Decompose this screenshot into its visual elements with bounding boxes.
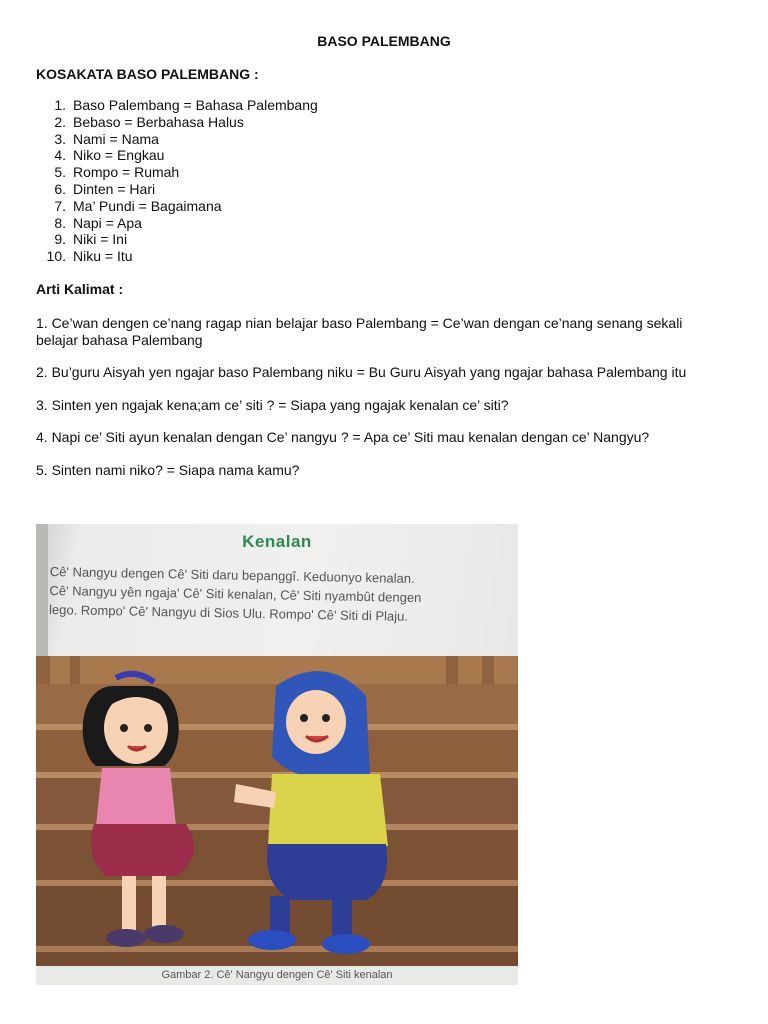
figure-caption: Gambar 2. Cê' Nangyu dengen Cê' Siti kenalan bbox=[36, 966, 518, 985]
list-item: 5. Rompo = Rumah bbox=[54, 164, 180, 181]
vocabulary-heading: KOSAKATA BASO PALEMBANG : bbox=[36, 66, 259, 82]
vocabulary-list bbox=[36, 97, 318, 265]
textbook-paragraph: Cê' Nangyu dengen Cê' Siti daru bepanggî. Keduonyo kenalan. Cê' Nangyu yên ngaja' Cê' Siti kenalan, Cê' Siti nyambût dengen lego. Rompo' Cê' Nangyu di Sios Ulu. Rompo' Cê' Siti di Plaju. bbox=[48, 563, 422, 624]
sentence-paragraph: 3. Sinten yen ngajak kena;am ce’ siti ? = Siapa yang ngajak kenalan ce’ siti? bbox=[36, 397, 509, 413]
list-item: 10. Niku = Itu bbox=[46, 248, 133, 265]
sentence-meaning-heading: Arti Kalimat : bbox=[36, 281, 124, 297]
sentence-paragraph: 4. Napi ce’ Siti ayun kenalan dengan Ce’ nangyu ? = Apa ce’ Siti mau kenalan dengan ce’ Nangyu? bbox=[36, 429, 650, 445]
sentence-paragraph: 2. Bu’guru Aisyah yen ngajar baso Palembang niku = Bu Guru Aisyah yang ngajar bahasa Palembang itu bbox=[36, 364, 687, 380]
sentence-paragraph: 1. Ce’wan dengen ce’nang ragap nian belajar baso Palembang = Ce’wan dengan ce’nang senang sekali belajar bahasa Palembang bbox=[36, 315, 683, 348]
textbook-title: Kenalan bbox=[242, 532, 312, 551]
sentence-paragraph: 5. Sinten nami niko? = Siapa nama kamu? bbox=[36, 462, 300, 478]
list-item: 8. Napi = Apa bbox=[54, 214, 142, 231]
textbook-photo bbox=[36, 524, 518, 985]
girls-on-stairs-illustration bbox=[36, 656, 518, 968]
list-item: 7. Ma’ Pundi = Bagaimana bbox=[54, 197, 222, 214]
list-item: 4. Niko = Engkau bbox=[54, 147, 165, 164]
list-item: 9. Niki = Ini bbox=[54, 231, 128, 248]
page-title: BASO PALEMBANG bbox=[317, 33, 451, 49]
list-item: 2. Bebaso = Berbahasa Halus bbox=[54, 113, 244, 130]
list-item: 3. Nami = Nama bbox=[54, 130, 159, 147]
list-item: 1. Baso Palembang = Bahasa Palembang bbox=[54, 97, 318, 113]
list-item: 6. Dinten = Hari bbox=[54, 180, 156, 197]
